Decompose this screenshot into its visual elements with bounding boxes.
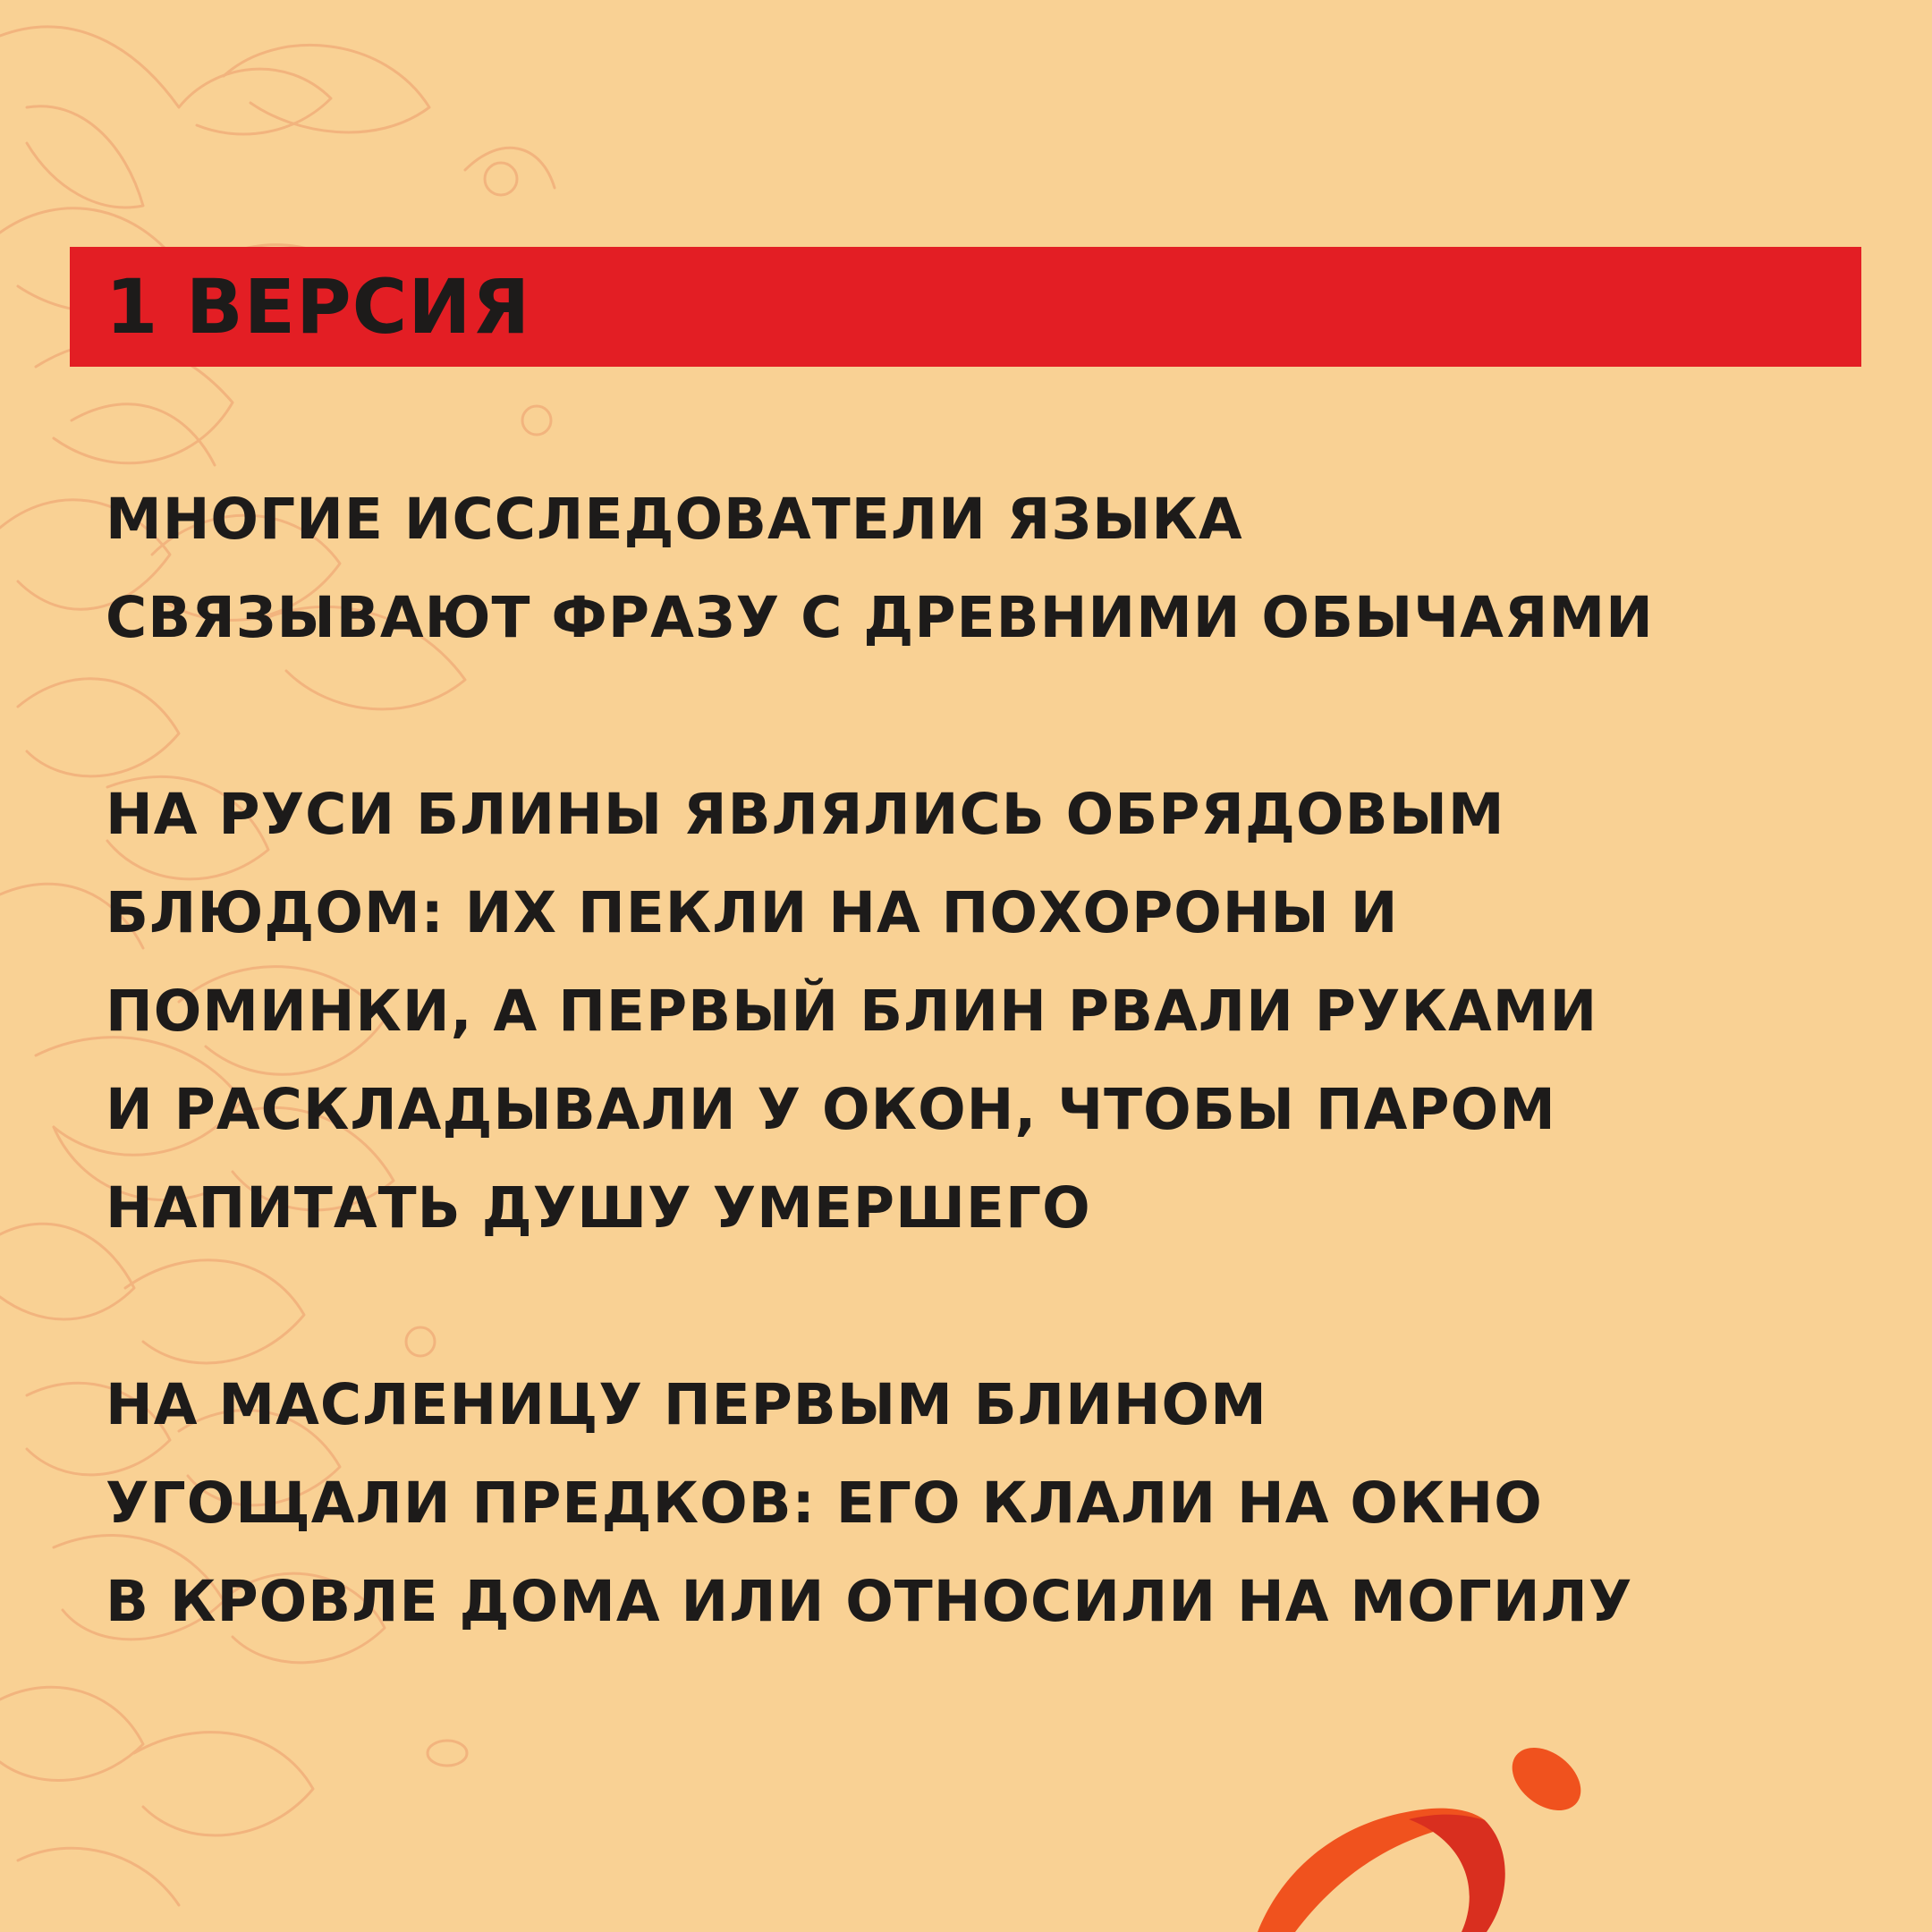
paragraph-line: УГОЩАЛИ ПРЕДКОВ: ЕГО КЛАЛИ НА ОКНО <box>106 1470 1543 1536</box>
paragraph-line: НАПИТАТЬ ДУШУ УМЕРШЕГО <box>106 1175 1091 1241</box>
paragraph-3 <box>106 1356 1805 1651</box>
paragraph-line: БЛЮДОМ: ИХ ПЕКЛИ НА ПОХОРОНЫ И <box>106 880 1399 945</box>
paragraph-line: НА МАСЛЕНИЦУ ПЕРВЫМ БЛИНОМ <box>106 1372 1267 1437</box>
title-banner <box>70 247 1861 367</box>
paragraph-line: ПОМИНКИ, А ПЕРВЫЙ БЛИН РВАЛИ РУКАМИ <box>106 979 1598 1044</box>
page-title: 1 ВЕРСИЯ <box>106 263 531 351</box>
paragraph-line: И РАСКЛАДЫВАЛИ У ОКОН, ЧТОБЫ ПАРОМ <box>106 1077 1556 1142</box>
paragraph-line: МНОГИЕ ИССЛЕДОВАТЕЛИ ЯЗЫКА <box>106 487 1243 552</box>
paragraph-line: В КРОВЛЕ ДОМА ИЛИ ОТНОСИЛИ НА МОГИЛУ <box>106 1569 1633 1634</box>
paragraph-1 <box>106 470 1805 667</box>
brand-logo-icon <box>1181 1726 1592 1932</box>
paragraph-line: СВЯЗЫВАЮТ ФРАЗУ С ДРЕВНИМИ ОБЫЧАЯМИ <box>106 585 1654 650</box>
paragraph-line: НА РУСИ БЛИНЫ ЯВЛЯЛИСЬ ОБРЯДОВЫМ <box>106 782 1505 847</box>
paragraph-2 <box>106 766 1805 1258</box>
